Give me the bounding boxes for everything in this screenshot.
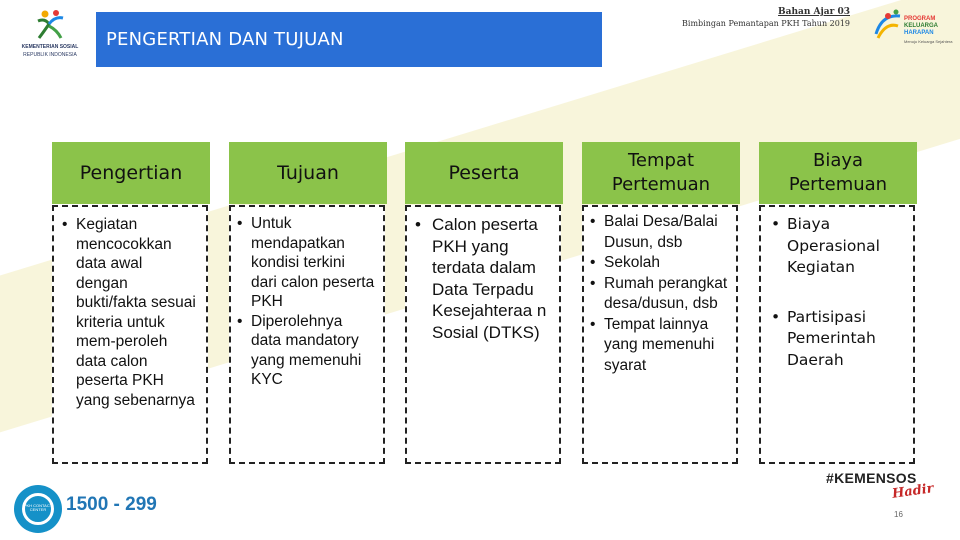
column-body-biaya	[759, 205, 915, 464]
bullet-icon: •	[590, 254, 596, 271]
column-body-tempat	[582, 205, 738, 464]
hadir-label: Hadir	[891, 481, 935, 502]
page-title: PENGERTIAN DAN TUJUAN	[106, 29, 344, 50]
column-header-tujuan	[229, 142, 387, 204]
bullet-icon: •	[237, 215, 243, 232]
bullet-text: Biaya Operasional Kegiatan	[787, 215, 880, 276]
column-header-peserta	[405, 142, 563, 204]
ministry-caption-2: REPUBLIK INDONESIA	[23, 52, 77, 58]
list-item	[584, 253, 736, 274]
column-header-tempat	[582, 142, 740, 204]
column-body-tujuan	[229, 205, 385, 464]
bullet-text: Calon peserta PKH yang terdata dalam Data Terpadu Kesejahteraa n Sosial (DTKS)	[432, 215, 547, 342]
call-center-caption: PKH CONTACT CENTER	[23, 503, 53, 512]
list-item	[761, 207, 913, 279]
pkh-line-2: KELUARGA	[904, 23, 938, 29]
column-header-label: Biaya Pertemuan	[788, 150, 888, 195]
list-item	[407, 207, 559, 343]
bullet-text: Untuk mendapatkan kondisi terkini dari calon peserta PKH	[251, 215, 375, 310]
list-item	[231, 312, 383, 390]
column-header-pengertian	[52, 142, 210, 204]
list-item	[231, 207, 383, 312]
list-item	[584, 315, 736, 377]
column-body-pengertian	[52, 205, 208, 464]
material-reference	[682, 6, 850, 30]
list-item	[584, 207, 736, 253]
call-center-logo	[14, 485, 62, 533]
column-header-biaya	[759, 142, 917, 204]
list-item	[54, 207, 206, 410]
bullet-icon: •	[590, 274, 596, 292]
pkh-logo	[874, 8, 953, 54]
bullet-text: Tempat lainnya yang memenuhi syarat	[604, 315, 715, 374]
bullet-icon: •	[771, 307, 781, 326]
column-body-peserta	[405, 205, 561, 464]
ministry-emblem-icon	[33, 8, 67, 42]
kemensos-hadir-logo	[826, 470, 942, 504]
bullet-text: Partisipasi Pemerintah Daerah	[787, 307, 876, 369]
pkh-line-3: HARAPAN	[904, 30, 934, 36]
ministry-caption-1: KEMENTERIAN SOSIAL	[21, 44, 79, 50]
bullet-icon: •	[771, 215, 781, 233]
bullet-text: Rumah perangkat desa/dusun, dsb	[604, 274, 728, 312]
page-number: 16	[894, 510, 903, 519]
list-item	[584, 274, 736, 315]
bullet-icon: •	[590, 315, 596, 333]
title-bar	[96, 12, 602, 67]
bullet-icon: •	[590, 213, 596, 230]
column-header-label: Pengertian	[79, 162, 183, 184]
bullet-text: Diperolehnya data mandatory yang memenuhi KYC	[251, 312, 362, 388]
call-center-number: 1500 - 299	[66, 494, 157, 515]
reference-line-1: Bahan Ajar 03	[778, 7, 850, 17]
column-header-label: Peserta	[448, 162, 520, 184]
hashtag-label: #KEMENSOS	[826, 470, 917, 486]
reference-line-2: Bimbingan Pemantapan PKH Tahun 2019	[682, 19, 850, 28]
bullet-icon: •	[237, 312, 243, 330]
column-header-label: Tempat Pertemuan	[611, 150, 711, 195]
bullet-text: Sekolah	[604, 254, 661, 271]
bullet-text: Kegiatan mencocokkan data awal dengan bukti/fakta sesuai kriteria untuk mem-peroleh data calon peserta PKH yang sebenarnya	[76, 216, 196, 409]
bullet-text: Balai Desa/Balai Dusun, dsb	[604, 213, 718, 251]
list-item	[761, 279, 913, 372]
pkh-line-1: PROGRAM	[904, 16, 936, 22]
kementerian-sosial-logo	[18, 8, 82, 64]
bullet-icon: •	[62, 216, 68, 233]
bullet-icon: •	[415, 215, 421, 234]
pkh-tagline: Menuju Keluarga Sejahtera	[904, 39, 953, 44]
column-header-label: Tujuan	[277, 162, 339, 184]
